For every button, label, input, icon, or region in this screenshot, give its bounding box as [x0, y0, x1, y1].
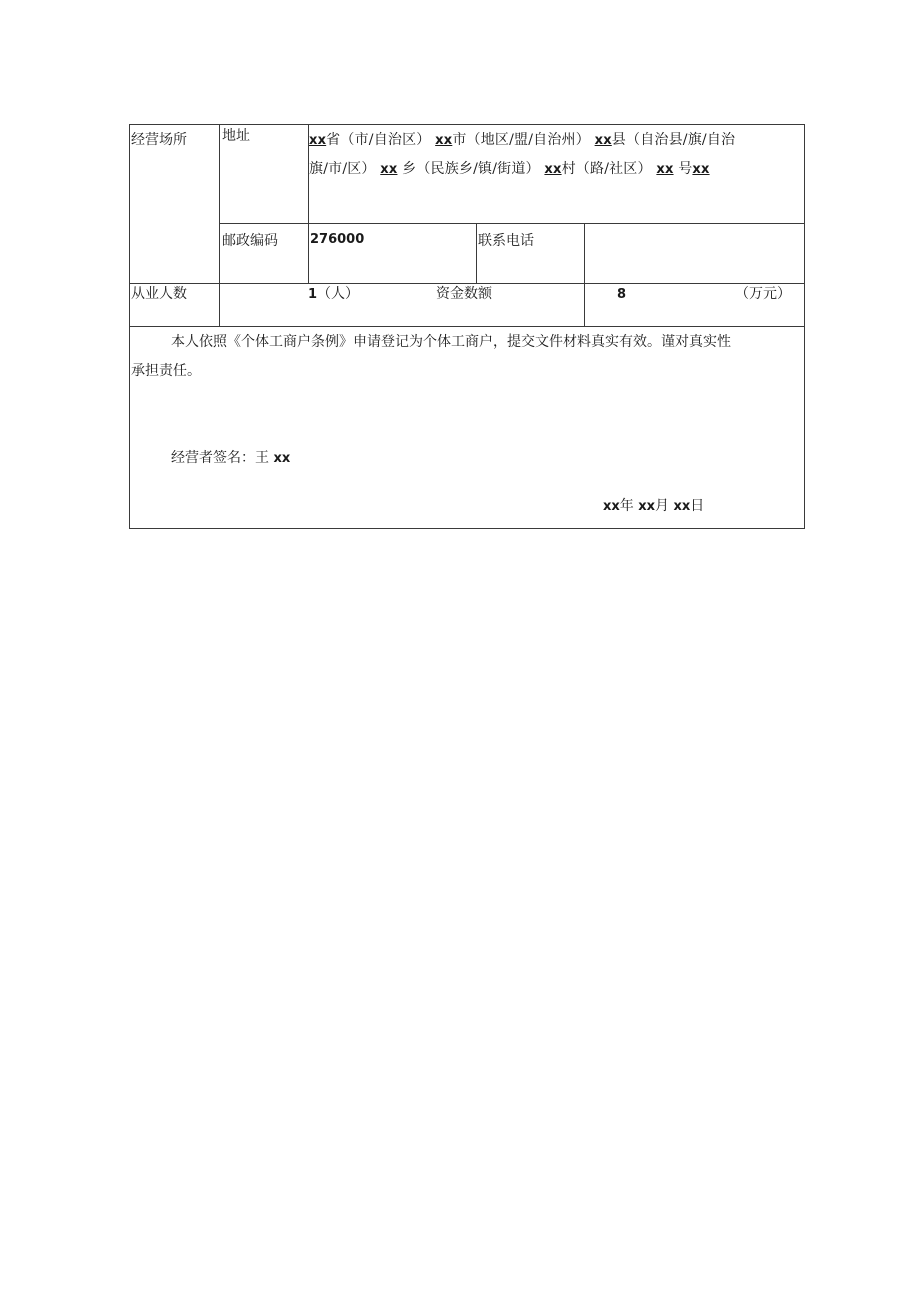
township-unit: 乡（民族乡/镇/街道）: [402, 161, 540, 177]
number-tail-value: xx: [692, 162, 710, 177]
postal-code-label: 邮政编码: [222, 233, 278, 249]
date-day-value: xx: [673, 499, 691, 514]
phone-label: 联系电话: [478, 233, 534, 249]
date-row: [603, 497, 704, 516]
number-value: xx: [656, 162, 674, 177]
employees-row: [308, 285, 359, 304]
date-day-unit: 日: [690, 498, 705, 514]
date-year-unit: 年: [619, 498, 634, 514]
county-value: xx: [594, 133, 612, 148]
employees-value: 1: [308, 287, 318, 302]
signature-label: 经营者签名：: [171, 450, 255, 466]
row-divider-place: [130, 283, 805, 284]
row-divider-employees: [130, 326, 805, 327]
declaration-line-2: 承担责任。: [131, 363, 201, 379]
county-unit: 县（自治县/旗/自治: [611, 132, 736, 148]
postal-code-value: 276000: [310, 232, 365, 247]
col-divider-phone-value: [584, 223, 585, 326]
employees-unit: （人）: [317, 286, 360, 302]
row-divider-address: [219, 223, 805, 224]
business-place-label: 经营场所: [131, 132, 187, 148]
date-month-value: xx: [638, 499, 656, 514]
signature-name-value: xx: [273, 451, 291, 466]
number-unit: 号: [678, 161, 693, 177]
registration-form-table: [129, 124, 805, 529]
declaration-line-1: 本人依照《个体工商户条例》申请登记为个体工商户，提交文件材料真实有效。谨对真实性: [171, 334, 731, 350]
signature-name-prefix: 王: [255, 450, 269, 466]
date-month-unit: 月: [655, 498, 670, 514]
province-unit: 省（市/自治区）: [326, 132, 431, 148]
address-label: 地址: [222, 128, 250, 144]
province-value: xx: [309, 133, 327, 148]
capital-value: 8: [617, 287, 627, 302]
village-unit: 村（路/社区）: [561, 161, 652, 177]
address-line-1: [309, 131, 735, 150]
date-year-value: xx: [603, 499, 620, 514]
village-value: xx: [544, 162, 562, 177]
capital-label: 资金数额: [436, 286, 492, 302]
city-unit: 市（地区/盟/自治州）: [452, 132, 590, 148]
address-line-2: [309, 160, 710, 179]
city-value: xx: [435, 133, 453, 148]
township-value: xx: [380, 162, 398, 177]
col-divider-phone-label: [476, 223, 477, 283]
employees-label: 从业人数: [131, 286, 187, 302]
col-divider-label: [219, 125, 220, 326]
signature-row: [171, 449, 290, 468]
capital-unit: （万元）: [735, 286, 791, 302]
county-unit-cont: 旗/市/区）: [309, 161, 376, 177]
